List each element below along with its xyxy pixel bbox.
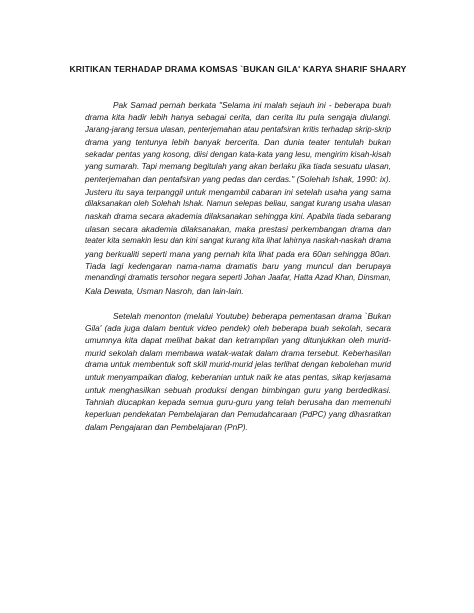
text-line: drama kita hadir lebih hanya sebagai cerita, dan cerita itu pula sengaja diulangi. — [85, 112, 391, 123]
text-line: dalam Pengajaran dan Pembelajaran (PnP). — [85, 422, 248, 433]
document-title: KRITIKAN TERHADAP DRAMA KOMSAS `BUKAN GILA' KARYA SHARIF SHAARY — [69, 64, 407, 74]
text-line: Pak Samad pernah berkata "Selama ini malah sejauh ini - beberapa buah — [113, 100, 391, 110]
text-line: naskah drama secara akademia dilaksanakan sehingga kini. Apabila tiada sebarang — [85, 211, 391, 221]
text-line: Gila' (ada juga dalam bentuk video pendek) oleh beberapa buah sekolah, secara — [85, 323, 391, 334]
text-line: drama untuk membentuk soft skill murid-murid jelas terlihat dengan kebolehan murid — [85, 360, 391, 370]
text-line: sekadar pentas yang kosong, diisi dengan kata-kata yang lesu, mengirim kisah-kisah — [85, 149, 391, 159]
text-line: Justeru itu saya terpanggil untuk mengambil cabaran ini setelah usaha yang sama — [85, 186, 391, 197]
text-line: dilaksanakan oleh Solehah Ishak. Namun selepas beliau, sangat kurang usaha ulasan — [85, 199, 391, 209]
paragraph-2 — [85, 310, 391, 434]
document-body — [85, 99, 391, 434]
text-line: Tiada lagi kedengaran nama-nama dramatis baru yang muncul dan berupaya — [85, 261, 391, 272]
paragraph-1 — [85, 99, 391, 297]
text-line: untuk menghasilkan sebuah produksi dengan bimbingan guru yang berdedikasi. — [85, 384, 391, 395]
text-line: umumnya kita dapat melihat bakat dan ketrampilan yang ditunjukkan oleh murid- — [85, 335, 391, 346]
paragraph-spacer — [85, 297, 391, 309]
text-line: murid sekolah dalam membawa watak-watak dalam drama tersebut. Keberhasilan — [85, 347, 391, 358]
text-line: untuk menyampaikan dialog, keberanian untuk naik ke atas pentas, sikap kerjasama — [85, 372, 391, 382]
text-line: penterjemahan dan pentafsiran yang pedas dan cerdas." (Solehah Ishak, 1990: ix). — [85, 174, 391, 185]
text-line: yang sumarah. Tapi memang begitulah yang akan berlaku jika tiada sesuatu ulasan, — [85, 161, 391, 171]
text-line: menandingi dramatis tersohor negara seperti Johan Jaafar, Hatta Azad Khan, Dinsman, — [85, 273, 391, 283]
text-line: Setelah menonton (melalui Youtube) beberapa pementasan drama `Bukan — [113, 310, 391, 321]
text-line: Jarang-jarang tersua ulasan, penterjemahan atau pentafsiran kritis terhadap skrip-skrip — [85, 124, 391, 134]
text-line: teater kita semakin lesu dan kini sangat kurang kita lihat lahirnya naskah-naskah drama — [85, 236, 391, 246]
text-line: drama yang tentunya lebih banyak bercerita. Dan dunia teater tentulah bukan — [85, 137, 391, 148]
text-line: Tahniah diucapkan kepada semua guru-guru yang telah berusaha dan memenuhi — [85, 397, 391, 408]
text-line: ulasan secara akademia dilaksanakan, maka prestasi perkembangan drama dan — [85, 223, 391, 234]
text-line: yang berkualiti seperti mana yang pernah kita lihat pada era 60an sehingga 80an. — [85, 248, 391, 259]
text-line: keperluan pendekatan Pembelajaran dan Pemudahcaraan (PdPC) yang dihasratkan — [85, 409, 391, 419]
text-line: Kala Dewata, Usman Nasroh, dan lain-lain. — [85, 285, 244, 296]
